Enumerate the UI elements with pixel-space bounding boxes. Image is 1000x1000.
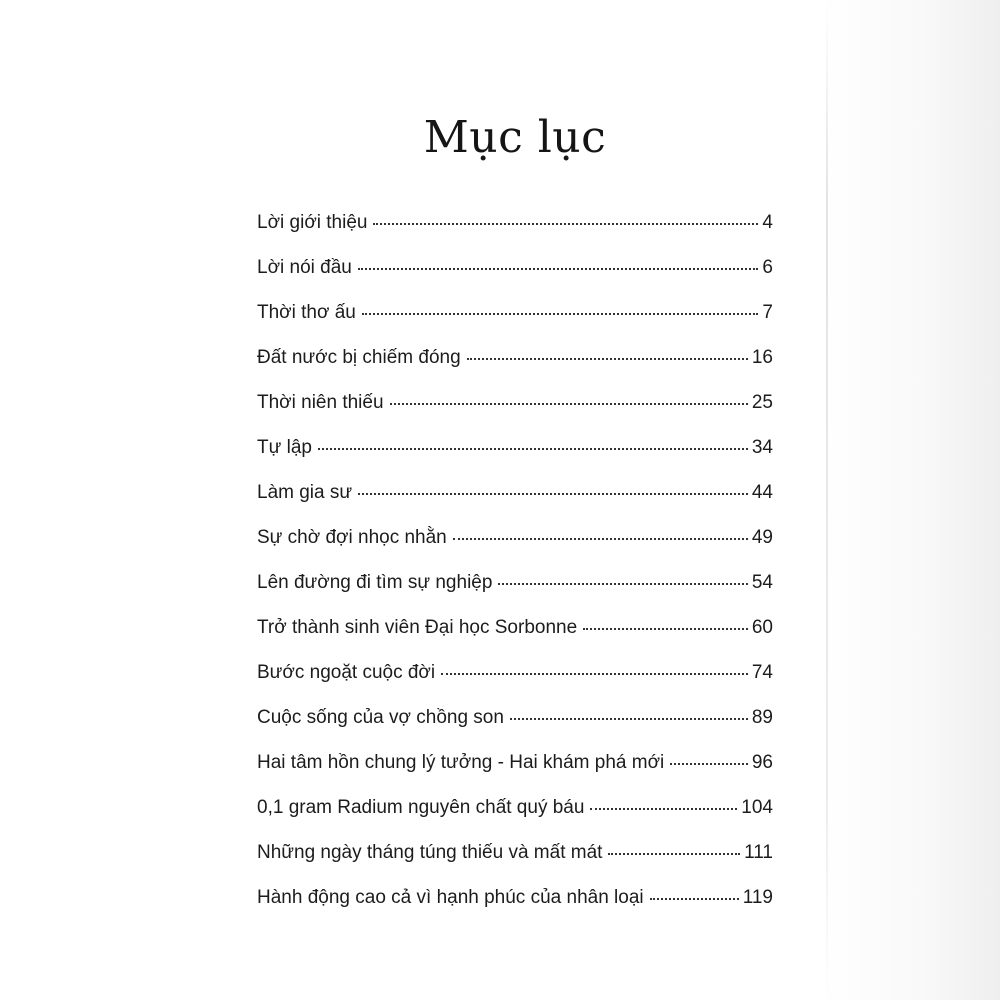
toc-entry-page: 25	[751, 392, 773, 413]
dot-leader	[373, 223, 758, 225]
toc-entry-page: 104	[741, 797, 773, 818]
toc-entry	[257, 212, 773, 257]
toc-entry-page: 44	[751, 482, 773, 503]
dot-leader	[390, 403, 748, 405]
dot-leader	[358, 493, 748, 495]
toc-entry-page: 6	[762, 257, 773, 278]
toc-entry-label: Hành động cao cả vì hạnh phúc của nhân loại	[257, 887, 644, 908]
toc-entry-label: Thời thơ ấu	[257, 302, 356, 323]
toc-entry-label: Sự chờ đợi nhọc nhằn	[257, 527, 447, 548]
toc-entry	[257, 707, 773, 752]
toc-entry-page: 60	[751, 617, 773, 638]
toc-entry	[257, 752, 773, 797]
dot-leader	[510, 718, 748, 720]
dot-leader	[590, 808, 737, 810]
toc-entry-label: Đất nước bị chiếm đóng	[257, 347, 461, 368]
toc-entry	[257, 887, 773, 932]
toc-entry-label: Lời giới thiệu	[257, 212, 368, 233]
toc-entry-label: Lên đường đi tìm sự nghiệp	[257, 572, 493, 593]
toc-entry	[257, 797, 773, 842]
page-title: Mục lục	[423, 112, 607, 163]
toc-entry-label: Những ngày tháng túng thiếu và mất mát	[257, 842, 603, 863]
dot-leader	[362, 313, 759, 315]
dot-leader	[583, 628, 748, 630]
toc-entry-page: 16	[751, 347, 773, 368]
dot-leader	[318, 448, 748, 450]
toc-entry-page: 89	[751, 707, 773, 728]
toc-entry	[257, 437, 773, 482]
toc-entry-page: 7	[762, 302, 773, 323]
toc-entry-label: Tự lập	[257, 437, 312, 458]
toc-entry-label: 0,1 gram Radium nguyên chất quý báu	[257, 797, 585, 818]
toc-entry-page: 49	[751, 527, 773, 548]
toc-entry	[257, 257, 773, 302]
toc-entry-label: Thời niên thiếu	[257, 392, 384, 413]
dot-leader	[670, 763, 748, 765]
toc-entry-label: Cuộc sống của vợ chồng son	[257, 707, 504, 728]
toc-entry-page: 34	[751, 437, 773, 458]
toc-entry	[257, 482, 773, 527]
toc-entry-page: 54	[751, 572, 773, 593]
dot-leader	[453, 538, 748, 540]
toc-entry	[257, 662, 773, 707]
dot-leader	[441, 673, 748, 675]
toc-entry-page: 96	[751, 752, 773, 773]
toc-entry-label: Trở thành sinh viên Đại học Sorbonne	[257, 617, 578, 638]
toc-entry	[257, 527, 773, 572]
toc-entry-page: 4	[762, 212, 773, 233]
toc-entry-label: Hai tâm hồn chung lý tưởng - Hai khám phá mới	[257, 752, 665, 773]
toc-entry-label: Lời nói đầu	[257, 257, 352, 278]
toc-entry	[257, 347, 773, 392]
dot-leader	[467, 358, 748, 360]
toc-entry-label: Bước ngoặt cuộc đời	[257, 662, 436, 683]
toc-entry-page: 111	[744, 842, 773, 863]
toc-entry-label: Làm gia sư	[257, 482, 353, 503]
table-of-contents	[257, 212, 773, 932]
dot-leader	[358, 268, 759, 270]
toc-entry	[257, 842, 773, 887]
toc-entry	[257, 302, 773, 347]
toc-entry-page: 74	[751, 662, 773, 683]
toc-entry	[257, 617, 773, 662]
dot-leader	[498, 583, 747, 585]
dot-leader	[608, 853, 740, 855]
dot-leader	[650, 898, 739, 900]
toc-entry	[257, 392, 773, 437]
toc-entry	[257, 572, 773, 617]
toc-entry-page: 119	[742, 887, 773, 908]
